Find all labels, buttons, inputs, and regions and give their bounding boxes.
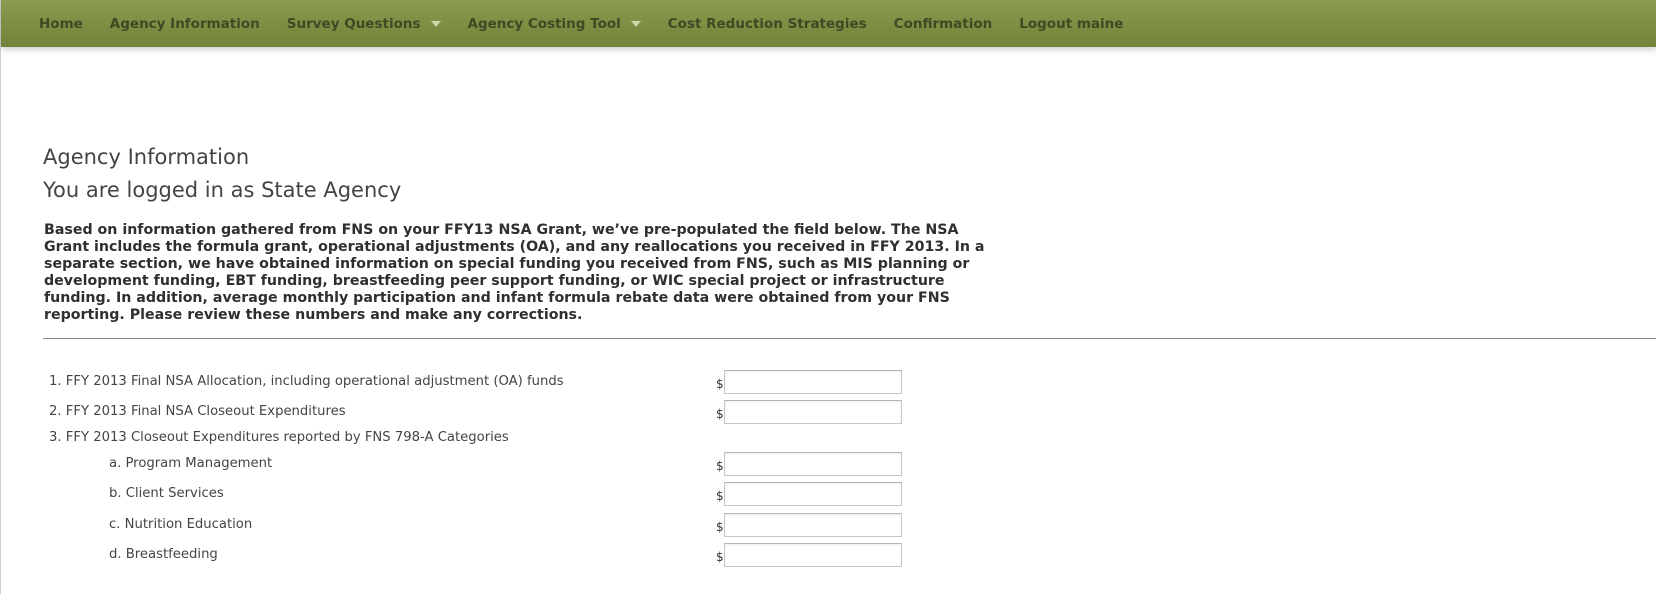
- form-row-program-management: [1, 452, 1001, 476]
- chevron-down-icon: [431, 21, 441, 27]
- client-services-input[interactable]: [724, 482, 902, 506]
- page-title: Agency Information: [43, 145, 250, 169]
- nav-survey-questions-label: Survey Questions: [286, 15, 421, 32]
- form-row-breastfeeding: [1, 543, 1001, 567]
- nav-confirmation[interactable]: [894, 16, 993, 32]
- nsa-closeout-label: 2. FFY 2013 Final NSA Closeout Expenditures: [49, 404, 346, 419]
- nav-home-label: Home: [39, 15, 83, 32]
- nutrition-education-input[interactable]: [724, 513, 902, 537]
- chevron-down-icon: [631, 21, 641, 27]
- currency-symbol: $: [716, 550, 724, 564]
- currency-symbol: $: [716, 407, 724, 421]
- nutrition-education-label: c. Nutrition Education: [109, 517, 253, 532]
- breastfeeding-input[interactable]: [724, 543, 902, 567]
- nav-cost-reduction-strategies[interactable]: [668, 16, 867, 32]
- nav-logout-label: Logout maine: [1019, 15, 1124, 32]
- program-management-label: a. Program Management: [109, 456, 273, 471]
- nav-logout[interactable]: [1019, 16, 1123, 32]
- top-navbar: [1, 0, 1656, 47]
- fns-798a-categories-label: 3. FFY 2013 Closeout Expenditures reported by FNS 798-A Categories: [49, 430, 509, 445]
- form-row-798a-categories: [1, 426, 1001, 450]
- nsa-allocation-label: 1. FFY 2013 Final NSA Allocation, including operational adjustment (OA) funds: [49, 374, 564, 389]
- nav-agency-information-label: Agency Information: [109, 15, 260, 32]
- form-row-nsa-closeout: [1, 400, 1001, 424]
- login-status-heading: You are logged in as State Agency: [43, 178, 402, 202]
- currency-symbol: $: [716, 520, 724, 534]
- nav-agency-costing-tool-label: Agency Costing Tool: [467, 15, 621, 32]
- currency-symbol: $: [716, 459, 724, 473]
- nav-confirmation-label: Confirmation: [893, 15, 993, 32]
- currency-symbol: $: [716, 489, 724, 503]
- section-divider: [43, 338, 1656, 339]
- nsa-allocation-input[interactable]: [724, 370, 902, 394]
- program-management-input[interactable]: [724, 452, 902, 476]
- nav-agency-costing-tool[interactable]: [468, 16, 641, 32]
- intro-text: Based on information gathered from FNS on your FFY13 NSA Grant, we’ve pre-populated the field below. The NSA Grant includes the formula grant, operational adjustments (OA), and any reallocations you received in FFY 2013. In a separate section, we have obtained information on special funding you received from FNS, such as MIS planning or development funding, EBT funding, breastfeeding peer support funding, or WIC special project or infrastructure funding. In addition, average monthly participation and infant formula rebate data were obtained from your FNS reporting. Please review these numbers and make any corrections.: [44, 222, 985, 323]
- currency-symbol: $: [716, 377, 724, 391]
- nsa-closeout-input[interactable]: [724, 400, 902, 424]
- client-services-label: b. Client Services: [109, 486, 224, 501]
- form-row-client-services: [1, 482, 1001, 506]
- nav-menu: [39, 0, 1150, 47]
- form-row-nutrition-education: [1, 513, 1001, 537]
- nav-home[interactable]: [39, 16, 83, 32]
- breastfeeding-label: d. Breastfeeding: [109, 547, 218, 562]
- nav-survey-questions[interactable]: [287, 16, 441, 32]
- form-row-nsa-allocation: [1, 370, 1001, 394]
- nav-agency-information[interactable]: [110, 16, 260, 32]
- nav-cost-reduction-strategies-label: Cost Reduction Strategies: [667, 15, 867, 32]
